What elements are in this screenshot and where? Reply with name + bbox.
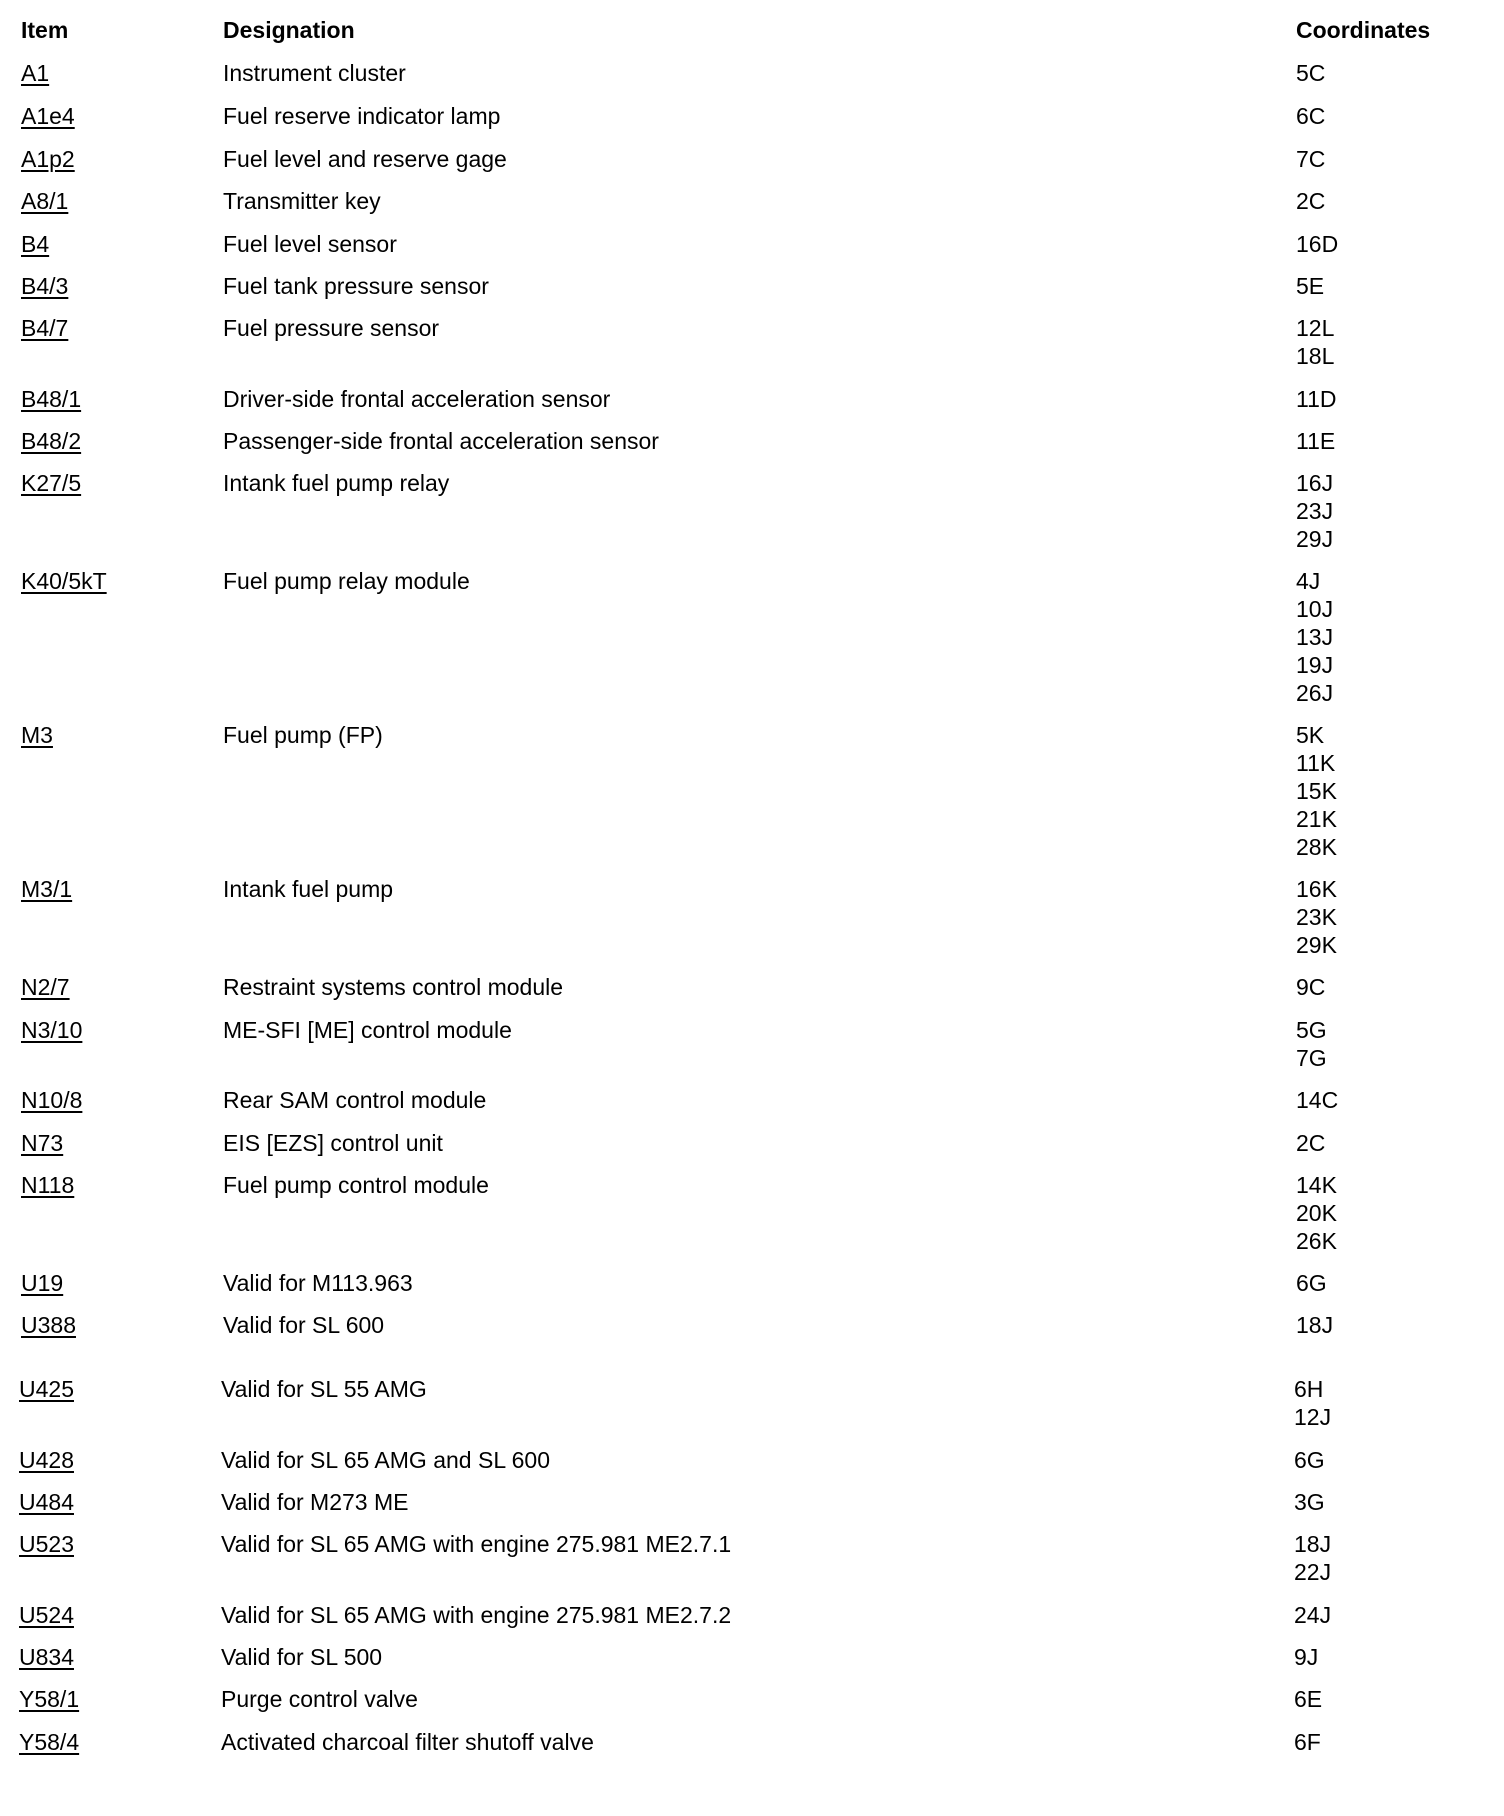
coordinate-value: 18J bbox=[1294, 1531, 1332, 1557]
coordinates-cell bbox=[1296, 385, 1496, 413]
item-link[interactable]: A8/1 bbox=[21, 188, 69, 214]
coordinate-value: 21K bbox=[1296, 806, 1337, 832]
item-cell bbox=[21, 469, 211, 497]
coordinate-value: 19J bbox=[1296, 652, 1334, 678]
coordinate-value: 7C bbox=[1296, 146, 1326, 172]
coordinates-cell bbox=[1296, 272, 1496, 300]
coordinate-value: 9J bbox=[1294, 1644, 1319, 1670]
coordinate-value: 24J bbox=[1294, 1602, 1332, 1628]
item-link[interactable]: B4/7 bbox=[21, 315, 69, 341]
item-cell bbox=[21, 230, 211, 258]
item-cell bbox=[19, 1446, 209, 1474]
item-cell bbox=[21, 59, 211, 87]
item-link[interactable]: U484 bbox=[19, 1489, 74, 1515]
designation-cell: Valid for SL 65 AMG with engine 275.981 ME2.7.1 bbox=[221, 1531, 732, 1557]
coordinates-cell bbox=[1296, 427, 1496, 455]
coordinate-value: 16D bbox=[1296, 231, 1339, 257]
item-link[interactable]: B48/1 bbox=[21, 386, 82, 412]
designation-cell: Valid for SL 65 AMG and SL 600 bbox=[221, 1447, 551, 1473]
item-cell bbox=[21, 1086, 211, 1114]
item-cell bbox=[21, 875, 211, 903]
coordinate-value: 6G bbox=[1294, 1447, 1325, 1473]
coordinates-cell bbox=[1296, 1016, 1496, 1072]
coordinate-value: 22J bbox=[1294, 1559, 1332, 1585]
item-cell bbox=[21, 1129, 211, 1157]
designation-cell: Instrument cluster bbox=[223, 60, 406, 86]
item-link[interactable]: U428 bbox=[19, 1447, 74, 1473]
coordinate-value: 2C bbox=[1296, 1130, 1326, 1156]
coordinates-cell bbox=[1296, 875, 1496, 959]
coordinates-cell bbox=[1296, 469, 1496, 553]
item-link[interactable]: U19 bbox=[21, 1270, 64, 1296]
coordinates-cell bbox=[1294, 1601, 1494, 1629]
coordinate-value: 15K bbox=[1296, 778, 1337, 804]
coordinate-value: 14K bbox=[1296, 1172, 1337, 1198]
designation-cell: Intank fuel pump relay bbox=[223, 470, 450, 496]
coordinate-value: 6E bbox=[1294, 1686, 1323, 1712]
item-link[interactable]: K27/5 bbox=[21, 470, 82, 496]
coordinates-cell bbox=[1296, 567, 1496, 707]
coordinates-cell bbox=[1294, 1728, 1494, 1756]
item-link[interactable]: A1p2 bbox=[21, 146, 75, 172]
header-item: Item bbox=[21, 17, 69, 43]
item-cell bbox=[19, 1375, 209, 1403]
designation-cell: Activated charcoal filter shutoff valve bbox=[221, 1729, 594, 1755]
item-cell bbox=[19, 1643, 209, 1671]
coordinates-cell bbox=[1296, 721, 1496, 861]
coordinate-value: 28K bbox=[1296, 834, 1337, 860]
item-link[interactable]: N118 bbox=[21, 1172, 75, 1198]
coordinate-value: 13J bbox=[1296, 624, 1334, 650]
coordinates-cell bbox=[1296, 1311, 1496, 1339]
coordinates-cell bbox=[1294, 1685, 1494, 1713]
item-link[interactable]: B4/3 bbox=[21, 273, 69, 299]
designation-cell: Valid for SL 55 AMG bbox=[221, 1376, 427, 1402]
item-link[interactable]: U524 bbox=[19, 1602, 74, 1628]
item-link[interactable]: A1e4 bbox=[21, 103, 75, 129]
coordinate-value: 6F bbox=[1294, 1729, 1321, 1755]
designation-cell: ME-SFI [ME] control module bbox=[223, 1017, 512, 1043]
coordinate-value: 2C bbox=[1296, 188, 1326, 214]
coordinate-value: 11D bbox=[1296, 386, 1337, 412]
coordinate-value: 29K bbox=[1296, 932, 1337, 958]
item-cell bbox=[21, 385, 211, 413]
coordinate-value: 16K bbox=[1296, 876, 1337, 902]
item-link[interactable]: A1 bbox=[21, 60, 50, 86]
designation-cell: Valid for SL 65 AMG with engine 275.981 ME2.7.2 bbox=[221, 1602, 732, 1628]
coordinate-value: 29J bbox=[1296, 526, 1334, 552]
designation-cell: Rear SAM control module bbox=[223, 1087, 487, 1113]
item-link[interactable]: N3/10 bbox=[21, 1017, 83, 1043]
designation-cell: Intank fuel pump bbox=[223, 876, 394, 902]
coordinate-value: 12L bbox=[1296, 315, 1335, 341]
designation-cell: Valid for M273 ME bbox=[221, 1489, 409, 1515]
coordinates-cell bbox=[1296, 1086, 1496, 1114]
item-cell bbox=[21, 1016, 211, 1044]
item-cell bbox=[21, 427, 211, 455]
designation-cell: Purge control valve bbox=[221, 1686, 418, 1712]
coordinate-value: 11E bbox=[1296, 428, 1336, 454]
designation-cell: Valid for SL 500 bbox=[221, 1644, 383, 1670]
coordinate-value: 6G bbox=[1296, 1270, 1327, 1296]
item-cell bbox=[21, 145, 211, 173]
coordinates-cell bbox=[1294, 1446, 1494, 1474]
item-cell bbox=[21, 721, 211, 749]
coordinate-value: 18J bbox=[1296, 1312, 1334, 1338]
designation-cell: Restraint systems control module bbox=[223, 974, 564, 1000]
coordinate-value: 23K bbox=[1296, 904, 1337, 930]
item-link[interactable]: U523 bbox=[19, 1531, 74, 1557]
header-coordinates: Coordinates bbox=[1296, 17, 1431, 43]
coordinate-value: 20K bbox=[1296, 1200, 1337, 1226]
coordinate-value: 9C bbox=[1296, 974, 1326, 1000]
item-link[interactable]: U834 bbox=[19, 1644, 74, 1670]
coordinate-value: 5C bbox=[1296, 60, 1326, 86]
item-cell bbox=[21, 187, 211, 215]
item-link[interactable]: B4 bbox=[21, 231, 50, 257]
item-cell bbox=[21, 102, 211, 130]
coordinate-value: 26K bbox=[1296, 1228, 1337, 1254]
item-cell bbox=[19, 1685, 209, 1713]
designation-cell: Driver-side frontal acceleration sensor bbox=[223, 386, 611, 412]
designation-cell: Passenger-side frontal acceleration sensor bbox=[223, 428, 659, 454]
coordinate-value: 6C bbox=[1296, 103, 1326, 129]
coordinates-cell bbox=[1296, 1171, 1496, 1255]
item-link[interactable]: Y58/1 bbox=[19, 1686, 80, 1712]
coordinates-cell bbox=[1294, 1643, 1494, 1671]
item-cell bbox=[19, 1530, 209, 1558]
designation-cell: Fuel level sensor bbox=[223, 231, 397, 257]
coordinate-value: 7G bbox=[1296, 1045, 1327, 1071]
coordinate-value: 18L bbox=[1296, 343, 1335, 369]
coordinate-value: 5E bbox=[1296, 273, 1325, 299]
item-link[interactable]: M3 bbox=[21, 722, 53, 748]
coordinates-cell bbox=[1296, 102, 1496, 130]
item-cell bbox=[19, 1601, 209, 1629]
coordinate-value: 5G bbox=[1296, 1017, 1327, 1043]
coordinates-cell bbox=[1294, 1488, 1494, 1516]
coordinate-value: 23J bbox=[1296, 498, 1334, 524]
designation-cell: Valid for M113.963 bbox=[223, 1270, 413, 1296]
coordinates-cell bbox=[1296, 314, 1496, 370]
item-link[interactable]: N10/8 bbox=[21, 1087, 83, 1113]
designation-cell: Valid for SL 600 bbox=[223, 1312, 385, 1338]
coordinates-cell bbox=[1294, 1375, 1494, 1431]
coordinate-value: 5K bbox=[1296, 722, 1325, 748]
item-cell bbox=[21, 1171, 211, 1199]
designation-cell: EIS [EZS] control unit bbox=[223, 1130, 443, 1156]
coordinates-cell bbox=[1296, 59, 1496, 87]
item-link[interactable]: U388 bbox=[21, 1312, 76, 1338]
designation-cell: Fuel pump control module bbox=[223, 1172, 489, 1198]
item-cell bbox=[19, 1488, 209, 1516]
coordinate-value: 10J bbox=[1296, 596, 1334, 622]
coordinate-value: 4J bbox=[1296, 568, 1321, 594]
coordinate-value: 12J bbox=[1294, 1404, 1332, 1430]
designation-cell: Fuel reserve indicator lamp bbox=[223, 103, 501, 129]
item-cell bbox=[21, 567, 211, 595]
item-link[interactable]: B48/2 bbox=[21, 428, 82, 454]
designation-cell: Fuel level and reserve gage bbox=[223, 146, 507, 172]
designation-cell: Fuel pump (FP) bbox=[223, 722, 383, 748]
item-cell bbox=[21, 1311, 211, 1339]
coordinates-cell bbox=[1296, 187, 1496, 215]
item-link[interactable]: U425 bbox=[19, 1376, 74, 1402]
item-cell bbox=[21, 272, 211, 300]
coordinates-cell bbox=[1296, 230, 1496, 258]
coordinate-value: 3G bbox=[1294, 1489, 1325, 1515]
designation-cell: Transmitter key bbox=[223, 188, 381, 214]
item-link[interactable]: K40/5kT bbox=[21, 568, 107, 594]
header-designation: Designation bbox=[223, 17, 355, 43]
coordinates-cell bbox=[1296, 1129, 1496, 1157]
coordinates-cell bbox=[1296, 1269, 1496, 1297]
coordinates-cell bbox=[1296, 973, 1496, 1001]
item-link[interactable]: M3/1 bbox=[21, 876, 73, 902]
coordinate-value: 16J bbox=[1296, 470, 1334, 496]
item-cell bbox=[21, 314, 211, 342]
item-link[interactable]: Y58/4 bbox=[19, 1729, 80, 1755]
item-cell bbox=[21, 973, 211, 1001]
designation-cell: Fuel tank pressure sensor bbox=[223, 273, 489, 299]
coordinate-value: 14C bbox=[1296, 1087, 1339, 1113]
coordinates-cell bbox=[1296, 145, 1496, 173]
coordinates-cell bbox=[1294, 1530, 1494, 1586]
item-cell bbox=[21, 1269, 211, 1297]
designation-cell: Fuel pump relay module bbox=[223, 568, 470, 594]
item-link[interactable]: N73 bbox=[21, 1130, 64, 1156]
item-cell bbox=[19, 1728, 209, 1756]
item-link[interactable]: N2/7 bbox=[21, 974, 70, 1000]
coordinate-value: 26J bbox=[1296, 680, 1334, 706]
coordinate-value: 11K bbox=[1296, 750, 1336, 776]
coordinate-value: 6H bbox=[1294, 1376, 1324, 1402]
designation-cell: Fuel pressure sensor bbox=[223, 315, 440, 341]
